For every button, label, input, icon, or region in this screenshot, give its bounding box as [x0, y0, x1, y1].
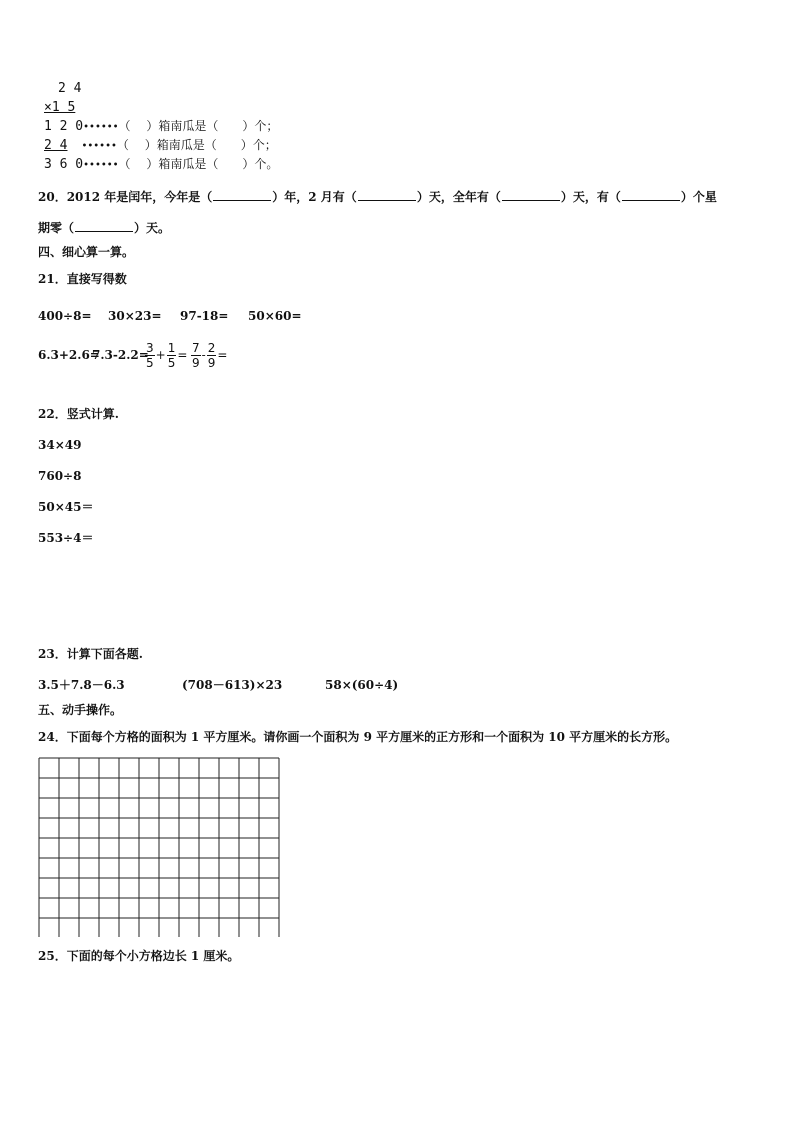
- q21-fraction-add: [144, 341, 187, 370]
- question-23-title: 23．计算下面各题.: [38, 647, 143, 661]
- q22-expr-1: 34×49: [38, 438, 82, 452]
- fraction-2-9: [207, 341, 217, 370]
- q20-blank-feb[interactable]: [358, 188, 416, 201]
- vmult-row4-number: 2 4: [44, 138, 68, 153]
- q20-blank-days[interactable]: [502, 188, 560, 201]
- fraction-denominator: 9: [192, 356, 200, 370]
- question-24-text: 24．下面每个方格的面积为 1 平方厘米。请你画一个面积为 9 平方厘米的正方形和一个面积为 10 平方厘米的长方形。: [38, 730, 678, 744]
- q21-expr-1: 400÷8=: [38, 309, 92, 323]
- equals-sign: =: [217, 348, 228, 362]
- question-20-line2: [38, 219, 170, 234]
- q20-part3: ）天，全年有（: [416, 190, 501, 204]
- vmult-row3-number: 1 2 0: [44, 119, 84, 134]
- equals-sign: =: [177, 348, 188, 362]
- q21-expr-2: 30×23=: [108, 309, 162, 323]
- q21-expr-4: 50×60=: [248, 309, 302, 323]
- q21-expr-3: 97-18=: [180, 309, 229, 323]
- question-22-title: 22．竖式计算.: [38, 407, 119, 421]
- vmult-row5-text: （ ）箱南瓜是（ ）个。: [118, 157, 279, 171]
- square-grid[interactable]: [38, 757, 281, 937]
- vmult-row5-number: 3 6 0: [44, 157, 84, 172]
- vmult-line2: ×1 5: [44, 100, 76, 115]
- q20-line2-end: ）天。: [134, 221, 171, 235]
- vmult-row4-text: （ ）箱南瓜是（ ）个；: [116, 138, 277, 152]
- vmult-row5: [44, 158, 278, 171]
- q23-expr-1: 3.5＋7.8－6.3: [38, 678, 125, 692]
- vmult-line1: 2 4: [58, 81, 82, 96]
- question-20-line1: [38, 188, 717, 203]
- vmult-row5-dots: ••••••: [83, 160, 119, 171]
- fraction-numerator: 1: [167, 341, 176, 355]
- plus-sign: +: [155, 348, 166, 362]
- q22-expr-4: 553÷4＝: [38, 531, 94, 545]
- q23-expr-3: 58×(60÷4): [325, 678, 399, 692]
- q20-part2: ）年，2 月有（: [272, 190, 357, 204]
- q21-fraction-sub: [190, 341, 227, 370]
- vmult-row4-dots: ••••••: [81, 141, 117, 152]
- q20-blank-remainder[interactable]: [75, 219, 133, 232]
- fraction-denominator: 5: [167, 356, 176, 370]
- question-25-text: 25．下面的每个小方格边长 1 厘米。: [38, 949, 240, 963]
- vmult-row3-text: （ ）箱南瓜是（ ）个；: [118, 119, 279, 133]
- vmult-row3: [44, 120, 278, 133]
- q20-part5: ）个星: [680, 190, 717, 204]
- q23-expr-2: (708－613)×23: [182, 678, 283, 692]
- q21-expr-5: 6.3+2.6=: [38, 348, 100, 362]
- q21-expr-6: 7.3-2.2=: [92, 348, 149, 362]
- q22-expr-2: 760÷8: [38, 469, 82, 483]
- minus-sign: -: [201, 348, 206, 362]
- q20-part1: 20．2012 年是闰年，今年是（: [38, 190, 213, 204]
- fraction-numerator: 7: [192, 341, 200, 355]
- q20-blank-weeks[interactable]: [622, 188, 680, 201]
- fraction-1-5: [167, 341, 177, 370]
- fraction-denominator: 5: [146, 356, 154, 370]
- fraction-denominator: 9: [207, 356, 216, 370]
- vmult-row4: [44, 139, 277, 152]
- section-5-heading: 五、动手操作。: [38, 703, 123, 717]
- fraction-numerator: 3: [146, 341, 154, 355]
- fraction-7-9: [191, 341, 201, 370]
- question-21-title: 21．直接写得数: [38, 272, 127, 286]
- q20-line2-start: 期零（: [38, 221, 75, 235]
- vmult-row3-dots: ••••••: [83, 122, 119, 133]
- section-4-heading: 四、细心算一算。: [38, 245, 135, 259]
- q20-part4: ）天，有（: [560, 190, 621, 204]
- q22-expr-3: 50×45＝: [38, 500, 94, 514]
- fraction-numerator: 2: [207, 341, 216, 355]
- q20-blank-year[interactable]: [213, 188, 271, 201]
- fraction-3-5: [145, 341, 155, 370]
